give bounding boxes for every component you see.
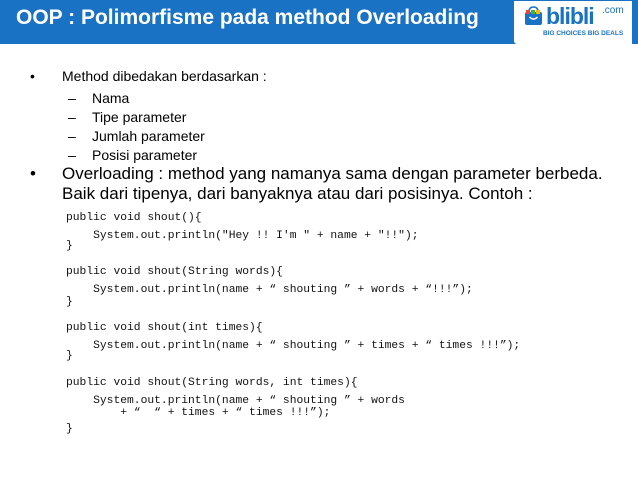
dash-marker: – <box>68 128 76 144</box>
sub-item-text: Jumlah parameter <box>92 128 205 144</box>
code-line: } <box>66 350 73 362</box>
bullet-2-text: Overloading : method yang namanya sama dengan parameter berbeda. Baik dari tipenya, dari banyaknya atau dari posisinya. Contoh : <box>62 164 603 203</box>
code-line: System.out.println(name + “ shouting ” + words <box>66 395 405 407</box>
code-line: } <box>66 240 73 252</box>
dash-marker: – <box>68 109 76 125</box>
slide-title: OOP : Polimorfisme pada method Overloading <box>16 6 479 29</box>
code-line: public void shout(String words, int times){ <box>66 377 358 389</box>
logo-domain-suffix: .com <box>602 5 624 16</box>
code-line: + “ “ + times + “ times !!!”); <box>66 407 331 419</box>
logo-wordmark: blibli <box>546 3 594 29</box>
bullet-dot: • <box>30 164 36 183</box>
code-line: public void shout(int times){ <box>66 322 263 334</box>
sub-item-text: Tipe parameter <box>92 109 187 125</box>
bullet-1 <box>30 68 267 84</box>
code-line: System.out.println(name + “ shouting ” + words + “!!!”); <box>66 284 473 296</box>
bullet-1-text: Method dibedakan berdasarkan : <box>62 68 267 84</box>
code-line: System.out.println(name + “ shouting ” + times + “ times !!!”); <box>66 340 521 352</box>
code-line: public void shout(){ <box>66 212 202 224</box>
bullet-dot: • <box>30 68 35 84</box>
code-line: } <box>66 296 73 308</box>
logo-tagline: BIG CHOICES BIG DEALS <box>543 30 624 37</box>
sub-item-text: Nama <box>92 90 130 106</box>
sub-item-text: Posisi parameter <box>92 147 198 163</box>
dash-marker: – <box>68 90 76 106</box>
code-line: System.out.println("Hey !! I'm " + name + "!!"); <box>66 230 419 242</box>
dash-marker: – <box>68 147 76 163</box>
code-line: } <box>66 423 73 435</box>
code-line: public void shout(String words){ <box>66 266 283 278</box>
